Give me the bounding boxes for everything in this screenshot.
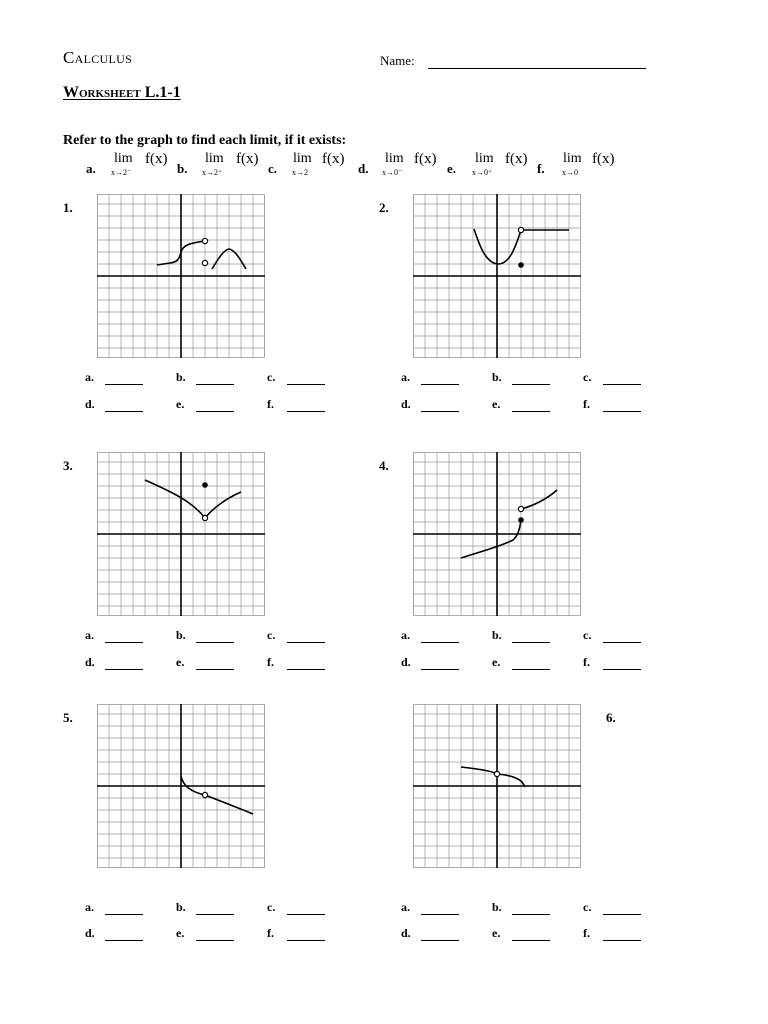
answer-f[interactable] bbox=[267, 926, 325, 941]
graph-svg bbox=[97, 704, 265, 868]
answer-label: c. bbox=[583, 370, 592, 384]
answer-d[interactable] bbox=[85, 655, 143, 670]
closed-point bbox=[518, 517, 524, 523]
answer-e[interactable] bbox=[176, 926, 234, 941]
answer-label: c. bbox=[267, 370, 276, 384]
answer-blank[interactable] bbox=[287, 929, 325, 941]
answer-label: d. bbox=[85, 926, 95, 940]
open-point bbox=[202, 260, 207, 265]
problem-number: 3. bbox=[63, 458, 73, 473]
answer-label: b. bbox=[492, 900, 502, 914]
answer-row bbox=[63, 370, 363, 388]
limit-word-f: lim bbox=[563, 151, 582, 166]
answer-blank[interactable] bbox=[421, 373, 459, 385]
limit-word-c: lim bbox=[293, 151, 312, 166]
answer-b[interactable] bbox=[492, 628, 550, 643]
limit-sub-f: x→0 bbox=[562, 168, 578, 177]
answer-blank[interactable] bbox=[421, 929, 459, 941]
answer-b[interactable] bbox=[492, 900, 550, 915]
answer-label: e. bbox=[176, 926, 185, 940]
problem-number: 1. bbox=[63, 200, 73, 215]
limit-sub-b: x→2⁺ bbox=[202, 168, 223, 177]
graph-svg bbox=[413, 452, 581, 616]
answer-label: d. bbox=[401, 926, 411, 940]
answer-label: f. bbox=[267, 926, 274, 940]
answer-row bbox=[63, 655, 363, 673]
answer-blank[interactable] bbox=[603, 400, 641, 412]
answer-d[interactable] bbox=[401, 397, 459, 412]
answer-row bbox=[63, 628, 363, 646]
answer-row bbox=[379, 900, 679, 918]
answer-e[interactable] bbox=[492, 926, 550, 941]
answer-label: e. bbox=[492, 926, 501, 940]
graph-2 bbox=[413, 194, 581, 358]
problem-5 bbox=[63, 710, 383, 960]
answer-c[interactable] bbox=[583, 370, 641, 385]
answer-label: f. bbox=[583, 655, 590, 669]
open-point bbox=[202, 792, 207, 797]
graph-5 bbox=[97, 704, 265, 868]
answer-blank[interactable] bbox=[603, 658, 641, 670]
answer-d[interactable] bbox=[85, 926, 143, 941]
limit-word-a: lim bbox=[114, 151, 133, 166]
graph-1 bbox=[97, 194, 265, 358]
answer-b[interactable] bbox=[176, 900, 234, 915]
limit-fx-c: f(x) bbox=[322, 151, 345, 167]
answer-a[interactable] bbox=[401, 628, 459, 643]
limit-label-f: f. bbox=[537, 161, 545, 176]
answer-blank[interactable] bbox=[512, 903, 550, 915]
answer-d[interactable] bbox=[401, 655, 459, 670]
answer-e[interactable] bbox=[176, 655, 234, 670]
answer-label: a. bbox=[401, 900, 410, 914]
answer-label: f. bbox=[583, 397, 590, 411]
answer-label: d. bbox=[401, 655, 411, 669]
answer-label: e. bbox=[176, 397, 185, 411]
answer-label: a. bbox=[85, 370, 94, 384]
answer-label: a. bbox=[401, 370, 410, 384]
answer-label: a. bbox=[401, 628, 410, 642]
graph-svg bbox=[97, 194, 265, 358]
answer-e[interactable] bbox=[492, 655, 550, 670]
answer-blank[interactable] bbox=[196, 903, 234, 915]
worksheet-title: Worksheet L.1-1 bbox=[63, 84, 181, 101]
limit-label-b: b. bbox=[177, 161, 188, 176]
open-point bbox=[518, 506, 523, 511]
answer-label: e. bbox=[176, 655, 185, 669]
limit-word-b: lim bbox=[205, 151, 224, 166]
answer-d[interactable] bbox=[401, 926, 459, 941]
answer-label: b. bbox=[176, 370, 186, 384]
answer-b[interactable] bbox=[176, 370, 234, 385]
answer-a[interactable] bbox=[85, 370, 143, 385]
problem-6-number: 6. bbox=[606, 710, 616, 725]
answer-blank[interactable] bbox=[512, 400, 550, 412]
answer-blank[interactable] bbox=[421, 400, 459, 412]
answer-blank[interactable] bbox=[512, 658, 550, 670]
answer-blank[interactable] bbox=[603, 903, 641, 915]
answer-blank[interactable] bbox=[105, 903, 143, 915]
answer-blank[interactable] bbox=[105, 929, 143, 941]
name-label: Name: bbox=[380, 53, 415, 68]
answer-c[interactable] bbox=[267, 370, 325, 385]
answer-blank[interactable] bbox=[512, 631, 550, 643]
answer-label: e. bbox=[492, 397, 501, 411]
problem-4 bbox=[379, 458, 699, 708]
answer-b[interactable] bbox=[492, 370, 550, 385]
answer-label: f. bbox=[583, 926, 590, 940]
limit-word-d: lim bbox=[385, 151, 404, 166]
answer-blank[interactable] bbox=[105, 373, 143, 385]
answer-blank[interactable] bbox=[196, 929, 234, 941]
curve-right bbox=[205, 492, 241, 518]
answer-blank[interactable] bbox=[287, 658, 325, 670]
answer-blank[interactable] bbox=[603, 631, 641, 643]
answer-row bbox=[63, 397, 363, 415]
answer-label: b. bbox=[492, 628, 502, 642]
answer-label: d. bbox=[85, 397, 95, 411]
answer-blank[interactable] bbox=[287, 373, 325, 385]
answer-label: c. bbox=[583, 900, 592, 914]
answer-f[interactable] bbox=[583, 926, 641, 941]
problem-1 bbox=[63, 200, 383, 450]
answer-b[interactable] bbox=[176, 628, 234, 643]
limit-fx-b: f(x) bbox=[236, 151, 259, 167]
answer-e[interactable] bbox=[176, 397, 234, 412]
graph-3 bbox=[97, 452, 265, 616]
limit-sub-e: x→0⁺ bbox=[472, 168, 493, 177]
answer-row bbox=[63, 900, 363, 918]
open-point bbox=[202, 238, 207, 243]
answer-blank[interactable] bbox=[287, 400, 325, 412]
answer-blank[interactable] bbox=[196, 400, 234, 412]
answer-f[interactable] bbox=[267, 397, 325, 412]
limit-sub-a: x→2⁻ bbox=[111, 168, 132, 177]
graph-svg bbox=[413, 194, 581, 358]
answer-c[interactable] bbox=[267, 628, 325, 643]
answer-blank[interactable] bbox=[196, 658, 234, 670]
instructions: Refer to the graph to find each limit, if it exists: bbox=[63, 133, 347, 148]
answer-e[interactable] bbox=[492, 397, 550, 412]
answer-f[interactable] bbox=[583, 655, 641, 670]
answer-a[interactable] bbox=[401, 900, 459, 915]
answer-blank[interactable] bbox=[603, 373, 641, 385]
limit-expressions bbox=[0, 150, 768, 182]
answer-f[interactable] bbox=[267, 655, 325, 670]
answer-blank[interactable] bbox=[421, 658, 459, 670]
answer-f[interactable] bbox=[583, 397, 641, 412]
limit-fx-d: f(x) bbox=[414, 151, 437, 167]
answer-blank[interactable] bbox=[287, 631, 325, 643]
answer-row bbox=[379, 926, 679, 944]
answer-row bbox=[379, 397, 679, 415]
answer-c[interactable] bbox=[583, 900, 641, 915]
answer-blank[interactable] bbox=[105, 631, 143, 643]
answer-label: b. bbox=[492, 370, 502, 384]
answer-a[interactable] bbox=[401, 370, 459, 385]
limit-fx-a: f(x) bbox=[145, 151, 168, 167]
answer-label: b. bbox=[176, 900, 186, 914]
graph-svg bbox=[97, 452, 265, 616]
answer-blank[interactable] bbox=[105, 400, 143, 412]
answer-label: f. bbox=[267, 397, 274, 411]
answer-label: d. bbox=[401, 397, 411, 411]
answer-c[interactable] bbox=[267, 900, 325, 915]
answer-label: c. bbox=[267, 900, 276, 914]
closed-point bbox=[202, 482, 208, 488]
graph-4 bbox=[413, 452, 581, 616]
problem-3 bbox=[63, 458, 383, 708]
answer-a[interactable] bbox=[85, 628, 143, 643]
answer-label: e. bbox=[492, 655, 501, 669]
answer-d[interactable] bbox=[85, 397, 143, 412]
answer-label: a. bbox=[85, 900, 94, 914]
limit-label-e: e. bbox=[447, 161, 457, 176]
answer-blank[interactable] bbox=[421, 631, 459, 643]
open-point bbox=[494, 771, 499, 776]
answer-label: b. bbox=[176, 628, 186, 642]
answer-blank[interactable] bbox=[603, 929, 641, 941]
closed-point bbox=[518, 262, 524, 268]
answer-blank[interactable] bbox=[512, 373, 550, 385]
limit-word-e: lim bbox=[475, 151, 494, 166]
problem-6 bbox=[379, 710, 699, 960]
course-title: Calculus bbox=[63, 48, 133, 67]
problem-2 bbox=[379, 200, 699, 450]
graph-svg bbox=[413, 704, 581, 868]
answer-label: c. bbox=[267, 628, 276, 642]
problem-number: 2. bbox=[379, 200, 389, 215]
limit-fx-f: f(x) bbox=[592, 151, 615, 167]
answer-blank[interactable] bbox=[196, 631, 234, 643]
curve-right bbox=[521, 490, 557, 509]
open-point bbox=[518, 227, 523, 232]
limit-label-c: c. bbox=[268, 161, 278, 176]
answer-blank[interactable] bbox=[421, 903, 459, 915]
answer-label: a. bbox=[85, 628, 94, 642]
problem-number: 4. bbox=[379, 458, 389, 473]
answer-blank[interactable] bbox=[196, 373, 234, 385]
answer-blank[interactable] bbox=[287, 903, 325, 915]
answer-label: c. bbox=[583, 628, 592, 642]
answer-label: d. bbox=[85, 655, 95, 669]
limit-sub-c: x→2 bbox=[292, 168, 308, 177]
answer-a[interactable] bbox=[85, 900, 143, 915]
curve bbox=[461, 767, 525, 787]
answer-row bbox=[379, 370, 679, 388]
name-field[interactable] bbox=[428, 68, 646, 69]
limit-label-a: a. bbox=[86, 161, 96, 176]
problem-number: 5. bbox=[63, 710, 73, 725]
answer-row bbox=[63, 926, 363, 944]
answer-blank[interactable] bbox=[105, 658, 143, 670]
curve-left bbox=[461, 520, 521, 558]
answer-label: f. bbox=[267, 655, 274, 669]
limit-fx-e: f(x) bbox=[505, 151, 528, 167]
answer-row bbox=[379, 655, 679, 673]
open-point bbox=[202, 515, 207, 520]
limit-sub-d: x→0⁻ bbox=[382, 168, 403, 177]
answer-row bbox=[379, 628, 679, 646]
answer-c[interactable] bbox=[583, 628, 641, 643]
limit-label-d: d. bbox=[358, 161, 369, 176]
graph-6 bbox=[413, 704, 581, 868]
answer-blank[interactable] bbox=[512, 929, 550, 941]
